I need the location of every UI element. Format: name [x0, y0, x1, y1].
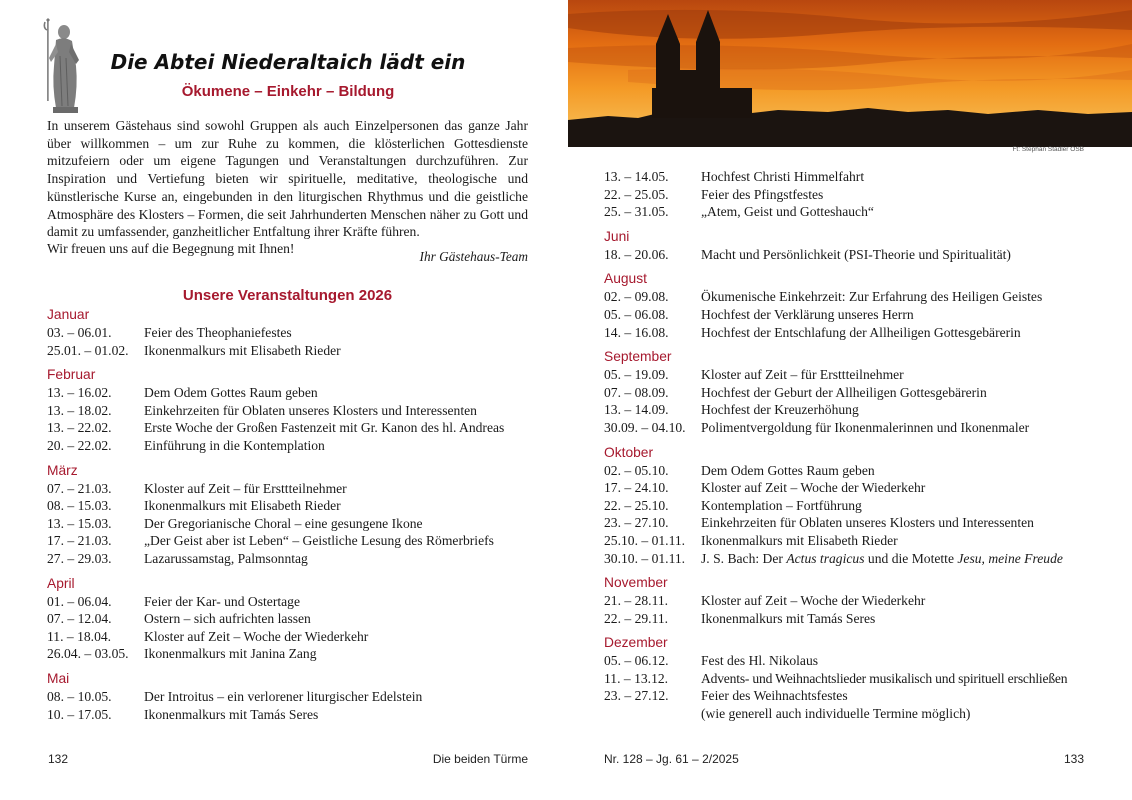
month-heading-januar: Januar [47, 307, 90, 322]
event-date: 11. – 13.12. [604, 670, 669, 686]
event-title: Einkehrzeiten für Oblaten unseres Klosters und Interessenten [144, 402, 477, 418]
event-title: „Atem, Geist und Gotteshauch“ [701, 204, 874, 220]
event-row [604, 246, 1104, 264]
event-date: 22. – 25.10. [604, 497, 669, 513]
signature: Ihr Gästehaus-Team [419, 249, 528, 264]
event-title: Fest des Hl. Nikolaus [701, 653, 819, 669]
note-row [604, 705, 1104, 723]
event-row [604, 592, 1104, 610]
month-heading-juni: Juni [604, 228, 630, 244]
issue-info: Nr. 128 – Jg. 61 – 2/2025 [604, 752, 739, 766]
event-row [604, 532, 1104, 550]
event-row [47, 610, 537, 628]
event-row [47, 593, 537, 611]
event-row [604, 652, 1104, 670]
event-date: 30.10. – 01.11. [604, 550, 686, 566]
month-heading-april: April [47, 575, 75, 591]
event-row [604, 401, 1104, 419]
event-title: Dem Odem Gottes Raum geben [701, 462, 875, 478]
event-row [604, 366, 1104, 384]
event-date: 05. – 19.09. [604, 367, 669, 383]
event-date: 25.10. – 01.11. [604, 532, 686, 548]
schedule-right [604, 168, 1104, 723]
event-date: 13. – 16.02. [47, 385, 112, 401]
event-date: 20. – 22.02. [47, 437, 112, 453]
month-heading-dezember: Dezember [604, 635, 668, 651]
event-row [47, 706, 537, 724]
event-title: Feier des Theophaniefestes [144, 325, 292, 340]
event-date: 25.01. – 01.02. [47, 342, 129, 358]
event-date: 21. – 28.11. [604, 593, 669, 609]
event-date: 07. – 12.04. [47, 611, 112, 627]
event-title: Hochfest Christi Himmelfahrt [701, 169, 865, 184]
event-date: 13. – 14.09. [604, 402, 669, 418]
event-date: 05. – 06.12. [604, 653, 669, 669]
intro-paragraph [47, 117, 528, 241]
event-row [47, 497, 537, 515]
event-row [604, 550, 1104, 568]
bach-prefix: J. S. Bach: Der [701, 550, 787, 566]
event-title: Ökumenische Einkehrzeit: Zur Erfahrung des Heiligen Geistes [701, 289, 1043, 305]
event-title: Lazarussamstag, Palmsonntag [144, 550, 308, 566]
event-row [604, 687, 1104, 705]
event-date: 02. – 09.08. [604, 289, 669, 305]
event-title: Einführung in die Kontemplation [144, 437, 325, 453]
month-heading-mai: Mai [47, 670, 70, 686]
schedule-left [47, 306, 537, 723]
event-title: Einkehrzeiten für Oblaten unseres Klosters und Interessenten [701, 515, 1034, 531]
event-row [47, 688, 537, 706]
month-heading-november: November [604, 575, 668, 591]
event-row [604, 306, 1104, 324]
event-row [604, 186, 1104, 204]
event-date: 22. – 25.05. [604, 186, 669, 202]
event-row [604, 479, 1104, 497]
event-date: 10. – 17.05. [47, 706, 112, 722]
event-title: Kloster auf Zeit – für Ersttteilnehmer [701, 367, 904, 383]
event-title: Hochfest der Verklärung unseres Herrn [701, 306, 914, 322]
month-heading-maerz: März [47, 462, 78, 478]
event-date: 13. – 15.03. [47, 515, 112, 531]
event-title: Ikonenmalkurs mit Tamás Seres [144, 706, 319, 722]
event-date: 05. – 06.08. [604, 306, 669, 322]
event-title: Feier der Kar- und Ostertage [144, 593, 300, 609]
note-text: (wie generell auch individuelle Termine möglich) [701, 706, 971, 722]
event-date: 30.09. – 04.10. [604, 419, 686, 435]
event-title: Dem Odem Gottes Raum geben [144, 385, 318, 401]
page-number-left: 132 [48, 752, 69, 766]
event-title: Advents- und Weihnachtslieder musikalisch und spirituell erschließen [701, 670, 1068, 686]
event-title: Ikonenmalkurs mit Elisabeth Rieder [144, 498, 341, 514]
event-date: 01. – 06.04. [47, 593, 112, 609]
event-title: „Der Geist aber ist Leben“ – Geistliche Lesung des Römerbriefs [144, 533, 494, 549]
event-title: Kloster auf Zeit – Woche der Wiederkehr [701, 593, 926, 609]
event-date: 26.04. – 03.05. [47, 646, 129, 662]
event-row [47, 384, 537, 402]
event-title: Ikonenmalkurs mit Elisabeth Rieder [144, 342, 341, 358]
event-row [47, 532, 537, 550]
event-row [604, 462, 1104, 480]
event-row [604, 324, 1104, 342]
event-date: 03. – 06.01. [47, 325, 112, 340]
photo-credit: Ft: Stephan Stadler OSB [1012, 146, 1084, 153]
event-row [47, 437, 537, 455]
event-row [604, 670, 1104, 688]
event-row [47, 550, 537, 568]
event-row [47, 324, 537, 342]
event-title: Hochfest der Geburt der Allheiligen Gottesgebärerin [701, 384, 987, 400]
event-date: 17. – 21.03. [47, 533, 112, 549]
event-row [604, 384, 1104, 402]
month-heading-februar: Februar [47, 367, 96, 383]
sunset-church-photo [568, 0, 1132, 147]
month-heading-september: September [604, 349, 672, 365]
event-date: 08. – 10.05. [47, 688, 112, 704]
event-date: 07. – 08.09. [604, 384, 669, 400]
event-date: 25. – 31.05. [604, 204, 669, 220]
event-title: Ikonenmalkurs mit Janina Zang [144, 646, 317, 662]
event-date: 17. – 24.10. [604, 480, 669, 496]
event-title: Der Introitus – ein verlorener liturgischer Edelstein [144, 688, 423, 704]
event-row [604, 168, 1104, 186]
event-title: Kloster auf Zeit – Woche der Wiederkehr [701, 480, 926, 496]
event-row [47, 419, 537, 437]
event-title: Hochfest der Entschlafung der Allheiligen Gottesgebärerin [701, 324, 1021, 340]
event-date: 27. – 29.03. [47, 550, 112, 566]
event-row [47, 480, 537, 498]
page-subtitle: Ökumene – Einkehr – Bildung [181, 83, 395, 100]
event-date: 07. – 21.03. [47, 480, 112, 496]
right-page [566, 0, 1132, 800]
event-row [47, 342, 537, 360]
event-title: Macht und Persönlichkeit (PSI-Theorie und Spiritualität) [701, 246, 1011, 262]
page-number-right: 133 [1063, 752, 1084, 766]
event-date: 08. – 15.03. [47, 498, 112, 514]
intro-text: In unserem Gästehaus sind sowohl Gruppen als auch Einzelpersonen das ganze Jahr über willkommen – um zur Ruhe zu kommen, die klösterlichen Gottesdienste mitzufeiern oder um eigene Tagungen und Veranstaltungen durchzuführen. Zur Inspiration und Vertiefung bieten wir spirituelle, meditative, theologische und künstlerische Kurse an, eingebunden in den liturgischen Rhythmus und die geistliche Atmosphäre des Klosters – Formen, die seit Jahrhunderten Menschen näher zu Gott und damit zu umfassender, ganzheitlicher Entfaltung ihrer Kräfte führen. [47, 118, 528, 240]
event-title: Kloster auf Zeit – Woche der Wiederkehr [144, 628, 369, 644]
event-date: 02. – 05.10. [604, 462, 669, 478]
event-title: Polimentvergoldung für Ikonenmalerinnen und Ikonenmaler [701, 419, 1030, 435]
event-row [604, 497, 1104, 515]
event-date: 14. – 16.08. [604, 324, 669, 340]
bach-middle: und die Motette [864, 550, 958, 566]
month-heading-oktober: Oktober [604, 444, 654, 460]
event-row [47, 645, 537, 663]
event-title: Feier des Pfingstfestes [701, 186, 824, 202]
event-row [604, 419, 1104, 437]
event-date: 23. – 27.10. [604, 515, 669, 531]
event-date: 11. – 18.04. [47, 628, 112, 644]
event-title: Ikonenmalkurs mit Tamás Seres [701, 610, 876, 626]
event-row [47, 402, 537, 420]
event-title: Kloster auf Zeit – für Ersttteilnehmer [144, 480, 347, 496]
saint-statue-image [40, 16, 90, 114]
event-date: 13. – 22.02. [47, 420, 112, 436]
running-title: Die beiden Türme [432, 752, 528, 766]
event-title: Der Gregorianische Choral – eine gesungene Ikone [144, 515, 423, 531]
event-date: 13. – 14.05. [604, 169, 669, 184]
month-heading-august: August [604, 271, 647, 287]
event-date: 23. – 27.12. [604, 688, 669, 704]
bach-work-2: Jesu, meine Freude [957, 550, 1063, 566]
page-title: Die Abtei Niederaltaich lädt ein [110, 50, 466, 74]
event-title: Feier des Weihnachtsfestes [701, 688, 848, 704]
event-title: Kontemplation – Fortführung [701, 497, 862, 513]
event-title: Ikonenmalkurs mit Elisabeth Rieder [701, 532, 898, 548]
event-date: 13. – 18.02. [47, 402, 112, 418]
event-row [604, 203, 1104, 221]
event-row [47, 515, 537, 533]
event-row [604, 288, 1104, 306]
event-row [604, 514, 1104, 532]
greeting-line: Wir freuen uns auf die Begegnung mit Ihnen! [47, 241, 295, 256]
event-title: Ostern – sich aufrichten lassen [144, 611, 311, 627]
event-title: Hochfest der Kreuzerhöhung [701, 402, 859, 418]
events-heading: Unsere Veranstaltungen 2026 [182, 287, 393, 304]
event-title [701, 550, 1063, 568]
event-row [604, 610, 1104, 628]
bach-work-1: Actus tragicus [786, 550, 865, 566]
event-date: 18. – 20.06. [604, 246, 669, 262]
event-row [47, 628, 537, 646]
event-date: 22. – 29.11. [604, 610, 669, 626]
event-title: Erste Woche der Großen Fastenzeit mit Gr. Kanon des hl. Andreas [144, 420, 505, 436]
